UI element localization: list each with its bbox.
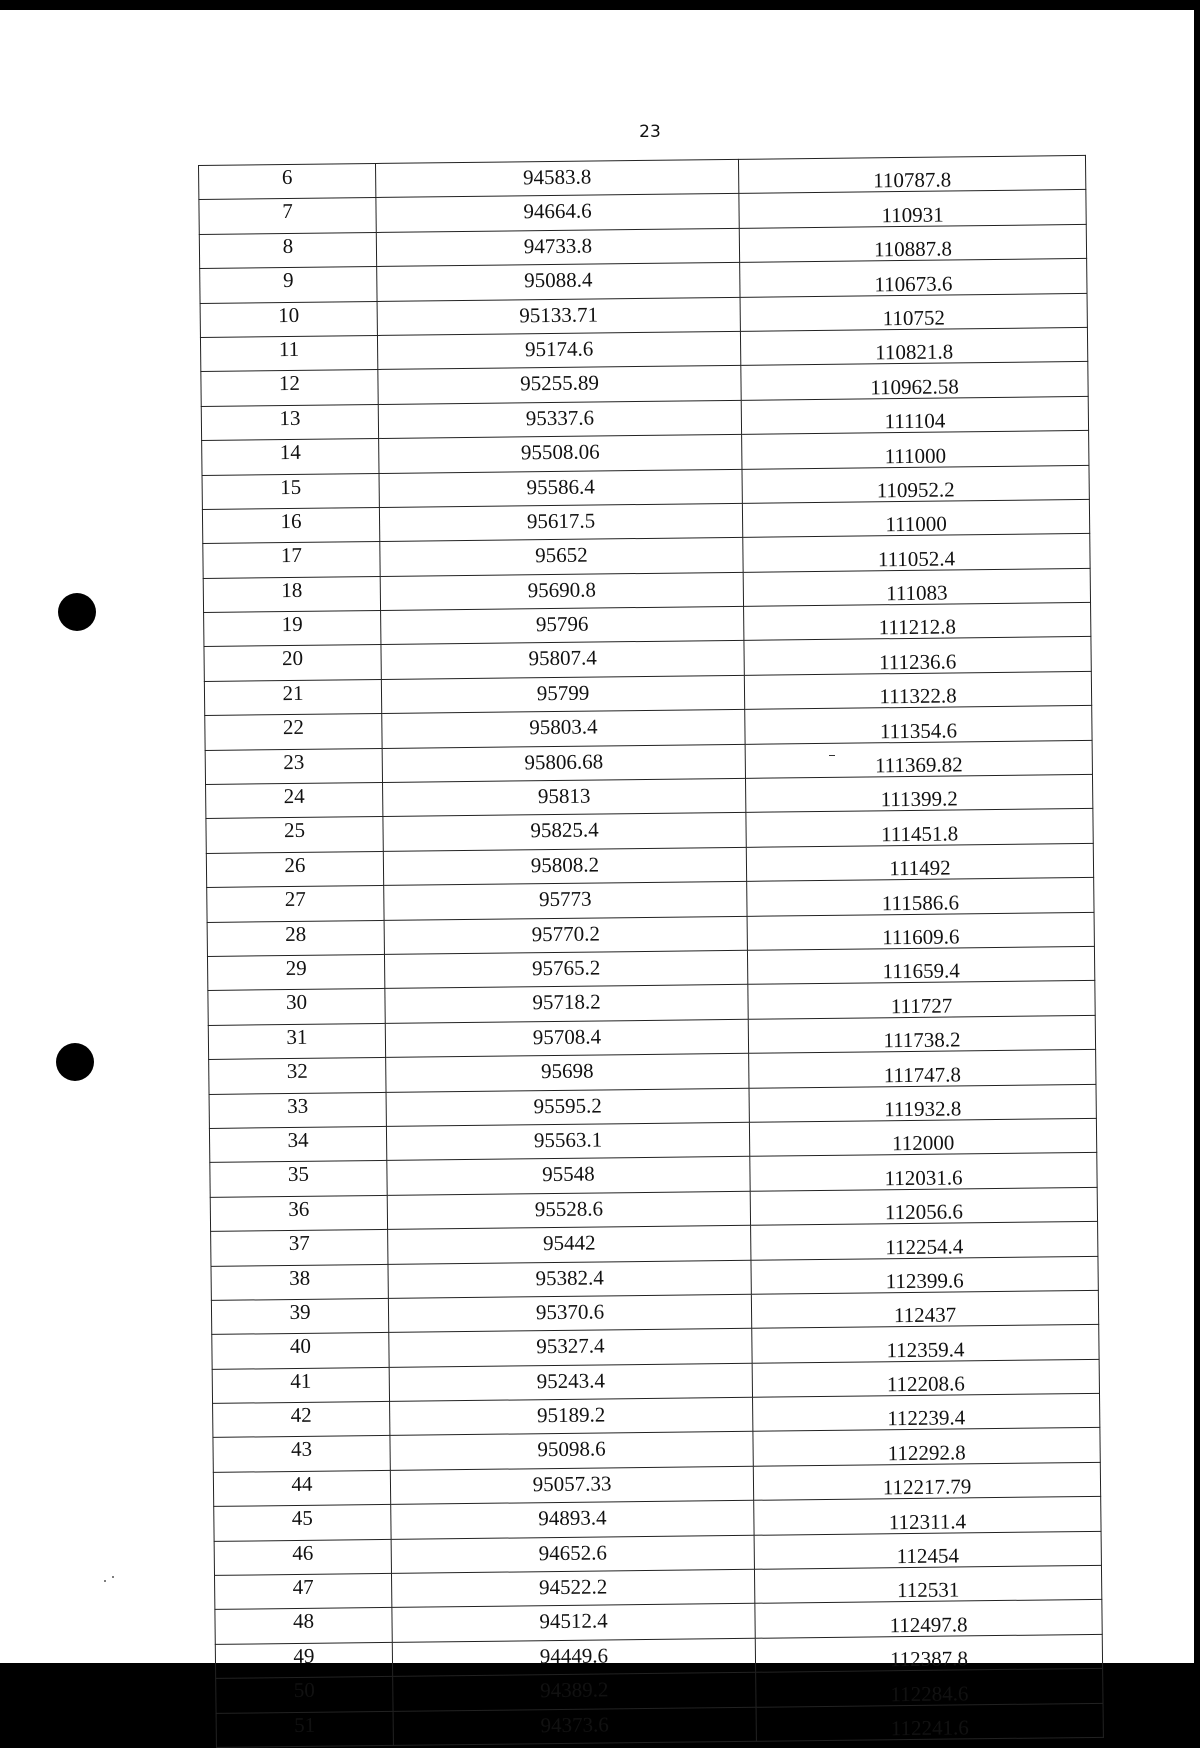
value-cell-col2: 95770.2 (384, 916, 747, 955)
row-index-cell: 41 (212, 1367, 389, 1403)
value-cell-col3: 112497.8 (755, 1600, 1102, 1638)
scan-speck (112, 1576, 114, 1578)
value-cell-col2: 95825.4 (383, 813, 746, 852)
value-cell-col3: 112217.79 (753, 1462, 1100, 1500)
value-cell-col2: 94389.2 (393, 1672, 756, 1711)
value-cell-col3: 112531 (754, 1565, 1101, 1603)
value-cell-col3: 112359.4 (752, 1325, 1099, 1363)
row-index-cell: 51 (216, 1711, 393, 1747)
value-cell-col2: 95057.33 (390, 1466, 753, 1505)
row-index-cell: 35 (210, 1161, 387, 1197)
row-index-cell: 9 (200, 267, 377, 303)
row-index-cell: 32 (209, 1058, 386, 1094)
value-cell-col3: 112000 (749, 1118, 1096, 1156)
value-cell-col2: 94512.4 (392, 1604, 755, 1643)
value-cell-col3: 111104 (741, 396, 1088, 434)
value-cell-col3: 111738.2 (748, 1015, 1095, 1053)
value-cell-col3: 112056.6 (750, 1187, 1097, 1225)
value-cell-col3: 112208.6 (752, 1359, 1099, 1397)
value-cell-col2: 95255.89 (378, 366, 741, 405)
value-cell-col2: 95652 (380, 538, 743, 577)
value-cell-col3: 111000 (742, 431, 1089, 469)
value-cell-col2: 95370.6 (388, 1294, 751, 1333)
row-index-cell: 19 (204, 611, 381, 647)
value-cell-col3: 110962.58 (741, 362, 1088, 400)
value-cell-col3: 111083 (743, 568, 1090, 606)
value-cell-col2: 94522.2 (391, 1569, 754, 1608)
value-cell-col3: 112284.6 (756, 1669, 1103, 1707)
value-cell-col3: 110931 (739, 190, 1086, 228)
stray-mark (829, 755, 835, 756)
value-cell-col3: 111451.8 (746, 809, 1093, 847)
value-cell-col2: 95803.4 (382, 710, 745, 749)
row-index-cell: 25 (206, 817, 383, 853)
row-index-cell: 46 (214, 1539, 391, 1575)
value-cell-col3: 111399.2 (745, 774, 1092, 812)
document-page (0, 10, 1194, 1741)
row-index-cell: 13 (201, 404, 378, 440)
punch-hole-top (58, 593, 96, 631)
value-cell-col3: 111236.6 (744, 637, 1091, 675)
value-cell-col2: 95548 (387, 1157, 750, 1196)
row-index-cell: 39 (211, 1298, 388, 1334)
value-cell-col2: 94664.6 (376, 194, 739, 233)
row-index-cell: 50 (216, 1677, 393, 1713)
value-cell-col3: 111932.8 (749, 1084, 1096, 1122)
row-index-cell: 15 (202, 473, 379, 509)
value-cell-col2: 95098.6 (390, 1432, 753, 1471)
row-index-cell: 20 (204, 645, 381, 681)
value-cell-col2: 95088.4 (377, 263, 740, 302)
value-cell-col2: 94733.8 (376, 228, 739, 267)
value-cell-col2: 95708.4 (385, 1019, 748, 1058)
row-index-cell: 45 (214, 1505, 391, 1541)
value-cell-col2: 95189.2 (390, 1397, 753, 1436)
value-cell-col3: 111369.82 (745, 740, 1092, 778)
value-cell-col3: 112241.6 (756, 1703, 1103, 1741)
row-index-cell: 17 (203, 542, 380, 578)
value-cell-col2: 95528.6 (387, 1191, 750, 1230)
value-cell-col3: 110952.2 (742, 465, 1089, 503)
value-cell-col2: 95765.2 (384, 950, 747, 989)
value-cell-col3: 112387.8 (755, 1634, 1102, 1672)
value-cell-col2: 95808.2 (383, 847, 746, 886)
value-cell-col3: 111052.4 (743, 534, 1090, 572)
row-index-cell: 26 (206, 851, 383, 887)
row-index-cell: 8 (199, 232, 376, 268)
value-cell-col3: 110821.8 (740, 327, 1087, 365)
value-cell-col2: 95698 (386, 1053, 749, 1092)
value-cell-col2: 95442 (388, 1225, 751, 1264)
value-cell-col3: 111609.6 (747, 912, 1094, 950)
value-cell-col3: 111727 (748, 981, 1095, 1019)
row-index-cell: 47 (215, 1573, 392, 1609)
value-cell-col2: 95327.4 (389, 1329, 752, 1368)
row-index-cell: 38 (211, 1264, 388, 1300)
value-cell-col2: 95813 (383, 778, 746, 817)
value-cell-col2: 94652.6 (391, 1535, 754, 1574)
data-table (198, 155, 1104, 1748)
value-cell-col3: 111354.6 (745, 706, 1092, 744)
table-body (199, 155, 1104, 1747)
row-index-cell: 7 (199, 198, 376, 234)
value-cell-col3: 111747.8 (749, 1050, 1096, 1088)
row-index-cell: 27 (207, 886, 384, 922)
value-cell-col3: 112031.6 (750, 1153, 1097, 1191)
row-index-cell: 49 (215, 1642, 392, 1678)
row-index-cell: 43 (213, 1436, 390, 1472)
row-index-cell: 33 (209, 1092, 386, 1128)
row-index-cell: 18 (203, 576, 380, 612)
value-cell-col2: 95773 (384, 882, 747, 921)
value-cell-col2: 95243.4 (389, 1363, 752, 1402)
value-cell-col2: 95174.6 (377, 331, 740, 370)
value-cell-col2: 95563.1 (386, 1122, 749, 1161)
page-number: 23 (639, 122, 661, 142)
value-cell-col2: 94449.6 (392, 1638, 755, 1677)
value-cell-col3: 112437 (751, 1290, 1098, 1328)
value-cell-col3: 112239.4 (753, 1393, 1100, 1431)
value-cell-col2: 95382.4 (388, 1260, 751, 1299)
row-index-cell: 40 (212, 1333, 389, 1369)
value-cell-col2: 95799 (381, 675, 744, 714)
value-cell-col2: 95806.68 (382, 744, 745, 783)
value-cell-col3: 111322.8 (744, 671, 1091, 709)
punch-hole-bottom (56, 1043, 94, 1081)
row-index-cell: 28 (207, 920, 384, 956)
row-index-cell: 11 (200, 335, 377, 371)
value-cell-col2: 95690.8 (380, 572, 743, 611)
row-index-cell: 24 (206, 782, 383, 818)
row-index-cell: 30 (208, 989, 385, 1025)
value-cell-col2: 94583.8 (375, 159, 738, 198)
value-cell-col3: 111492 (746, 843, 1093, 881)
value-cell-col2: 95796 (381, 606, 744, 645)
row-index-cell: 14 (202, 439, 379, 475)
value-cell-col2: 95595.2 (386, 1088, 749, 1127)
value-cell-col3: 111212.8 (744, 602, 1091, 640)
value-cell-col3: 112292.8 (753, 1428, 1100, 1466)
value-cell-col2: 95807.4 (381, 641, 744, 680)
value-cell-col3: 111000 (742, 499, 1089, 537)
value-cell-col3: 110787.8 (738, 155, 1085, 193)
value-cell-col3: 111659.4 (747, 946, 1094, 984)
value-cell-col2: 95586.4 (379, 469, 742, 508)
value-cell-col2: 95508.06 (379, 434, 742, 473)
row-index-cell: 12 (201, 370, 378, 406)
row-index-cell: 37 (211, 1230, 388, 1266)
row-index-cell: 42 (213, 1401, 390, 1437)
value-cell-col3: 112254.4 (751, 1221, 1098, 1259)
row-index-cell: 29 (207, 954, 384, 990)
value-cell-col3: 110752 (740, 293, 1087, 331)
scan-speck (104, 1580, 106, 1582)
row-index-cell: 6 (199, 163, 376, 199)
value-cell-col3: 112311.4 (754, 1497, 1101, 1535)
value-cell-col2: 95617.5 (379, 503, 742, 542)
value-cell-col2: 95718.2 (385, 985, 748, 1024)
value-cell-col2: 94373.6 (393, 1707, 756, 1746)
row-index-cell: 34 (209, 1126, 386, 1162)
value-cell-col3: 112399.6 (751, 1256, 1098, 1294)
value-cell-col3: 110887.8 (739, 224, 1086, 262)
value-cell-col2: 95133.71 (377, 297, 740, 336)
value-cell-col3: 110673.6 (740, 259, 1087, 297)
row-index-cell: 23 (205, 748, 382, 784)
row-index-cell: 10 (200, 301, 377, 337)
row-index-cell: 21 (204, 679, 381, 715)
row-index-cell: 31 (208, 1023, 385, 1059)
row-index-cell: 16 (202, 507, 379, 543)
row-index-cell: 22 (205, 714, 382, 750)
row-index-cell: 48 (215, 1608, 392, 1644)
value-cell-col3: 111586.6 (747, 878, 1094, 916)
value-cell-col2: 95337.6 (378, 400, 741, 439)
value-cell-col3: 112454 (754, 1531, 1101, 1569)
row-index-cell: 44 (213, 1470, 390, 1506)
row-index-cell: 36 (210, 1195, 387, 1231)
value-cell-col2: 94893.4 (391, 1501, 754, 1540)
